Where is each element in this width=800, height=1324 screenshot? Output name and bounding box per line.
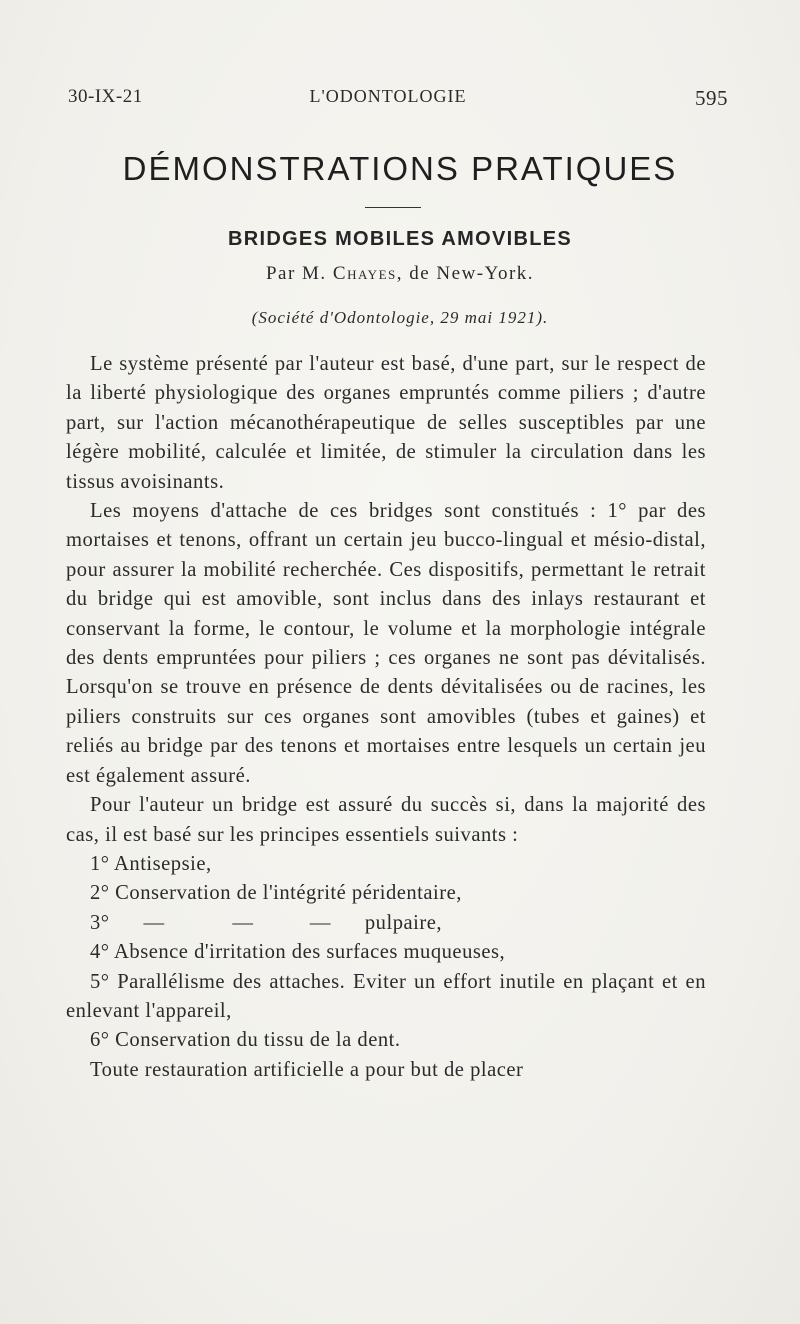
author-prefix: Par M. [265,263,327,284]
author-suffix: , de New-York. [396,263,535,284]
ditto-dash-2: — [232,911,254,934]
ditto-dash-3: — [309,911,331,934]
issue-date: 30-IX-21 [68,86,143,107]
list-item-2: 2° Conservation de l'intégrité péridentaire, [90,882,462,905]
paragraph-3: Pour l'auteur un bridge est assuré du succès si, dans la majorité des cas, il est basé sur les principes essentiels suivants : [66,794,706,846]
author-name: Chayes [332,263,397,284]
ditto-dash-1: — [143,911,165,934]
journal-name: L'ODONTOLOGIE [309,86,467,106]
article-title: BRIDGES MOBILES AMOVIBLES [227,228,572,250]
article-body [66,350,706,1085]
section-title: DÉMONSTRATIONS PRATIQUES [122,150,678,187]
society-citation: (Société d'Odontologie, 29 mai 1921). [251,308,549,327]
list-item-3-number: 3° [90,911,110,934]
title-rule [365,207,421,208]
running-head [68,86,728,116]
list-item-5: 5° Parallélisme des attaches. Eviter un effort inutile en plaçant et en enlevant l'appareil, [66,970,706,1022]
paragraph-2: Les moyens d'attache de ces bridges sont constitués : 1° par des mortaises et tenons, offrant un certain jeu bucco-lingual et mésio-distal, pour assurer la mobilité recherchée. Ces dispositifs, permettant le retrait du bridge qui est amovible, sont inclus dans des inlays restaurant et conservant la forme, le contour, le volume et la morphologie intégrale des dents empruntées pour piliers ; ces organes ne sont pas dévitalisés. Lorsqu'on se trouve en présence de dents dévitalisées ou de racines, les piliers construits sur ces organes sont amovibles (tubes et gaines) et reliés au bridge par des tenons et mortaises entre lesquels un certain jeu est également assuré. [66,500,706,787]
paragraph-1: Le système présenté par l'auteur est basé, d'une part, sur le respect de la liberté physiologique des organes empruntés comme piliers ; d'autre part, sur l'action mécanothérapeutique de selles susceptibles par une légère mobilité, calculée et limitée, de stimuler la circulation dans les tissus avoisinants. [66,353,706,493]
paragraph-4: Toute restauration artificielle a pour but de placer [90,1058,524,1081]
list-item-3 [66,909,706,938]
author-line [0,263,800,285]
list-item-3-word: pulpaire, [364,911,442,934]
list-item-6: 6° Conservation du tissu de la dent. [90,1029,401,1052]
list-item-1: 1° Antisepsie, [90,852,212,875]
list-item-4: 4° Absence d'irritation des surfaces muqueuses, [90,941,506,964]
page-number: 595 [695,86,728,110]
